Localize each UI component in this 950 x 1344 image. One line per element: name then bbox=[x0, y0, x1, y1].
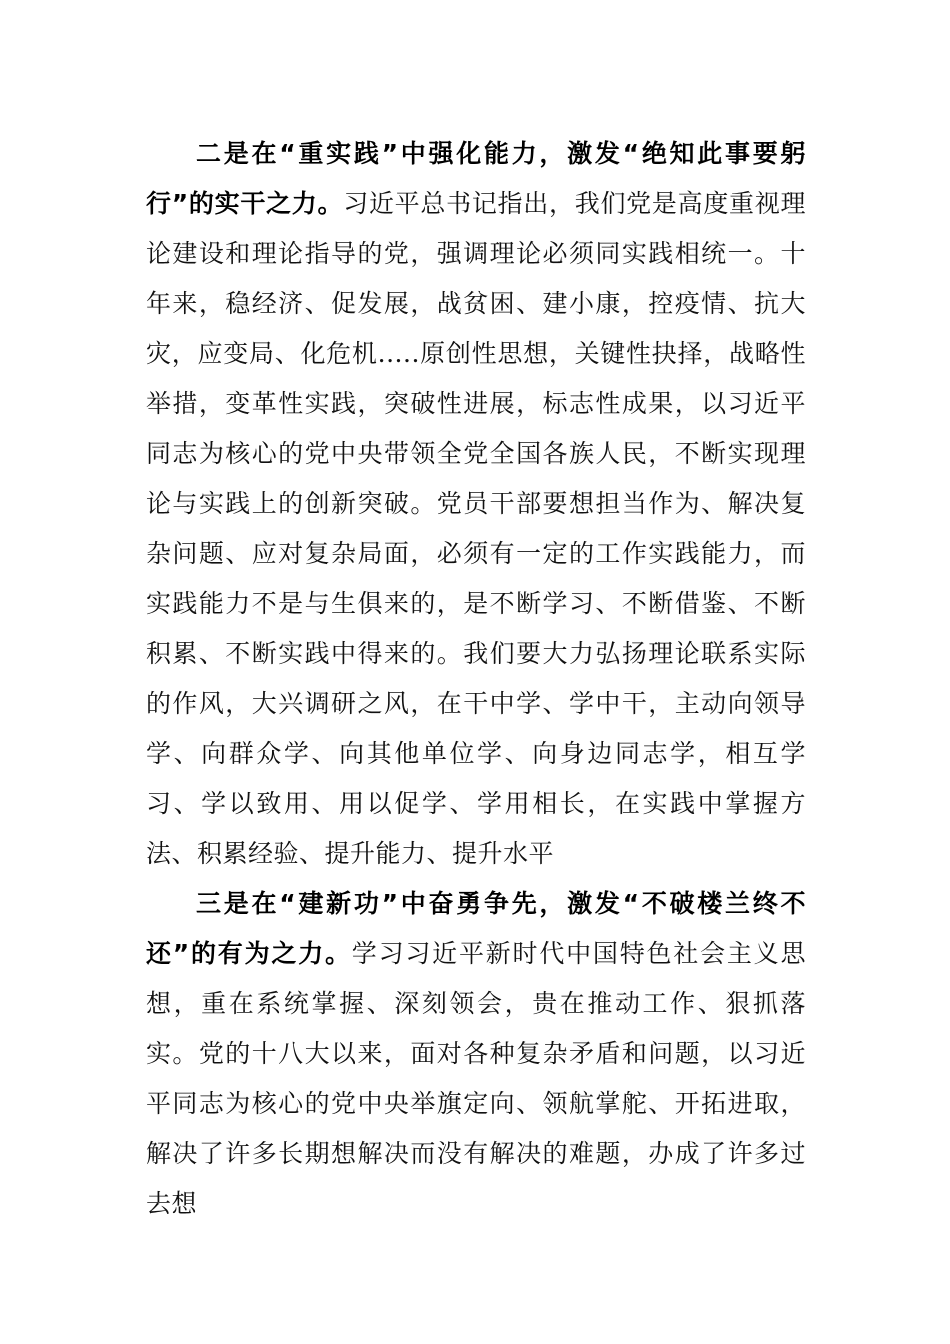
paragraph-practice bbox=[146, 129, 806, 879]
paragraph-body-text: 习近平总书记指出，我们党是高度重视理论建设和理论指导的党，强调理论必须同实践相统一。十年来，稳经济、促发展，战贫困、建小康，控疫情、抗大灾，应变局、化危机.....原创性思想，关键性抉择，战略性举措，变革性实践，突破性进展，标志性成果，以习近平同志为核心的党中央带领全党全国各族人民，不断实现理论与实践上的创新突破。党员干部要想担当作为、解决复杂问题、应对复杂局面，必须有一定的工作实践能力，而实践能力不是与生俱来的，是不断学习、不断借鉴、不断积累、不断实践中得来的。我们要大力弘扬理论联系实际的作风，大兴调研之风，在干中学、学中干，主动向领导学、向群众学、向其他单位学、向身边同志学，相互学习、学以致用、用以促学、学用相长，在实践中掌握方法、积累经验、提升能力、提升水平 bbox=[146, 189, 806, 868]
document-body bbox=[146, 129, 806, 1229]
paragraph-new-merit bbox=[146, 879, 806, 1229]
paragraph-lead-heading: 三是在“建新功”中奋勇争先，激发“不破楼兰终不还”的有为之力。 bbox=[146, 889, 806, 968]
paragraph-lead-heading: 二是在“重实践”中强化能力，激发“绝知此事要躬行”的实干之力。 bbox=[146, 139, 806, 218]
paragraph-body-text: 学习习近平新时代中国特色社会主义思想，重在系统掌握、深刻领会，贵在推动工作、狠抓落实。党的十八大以来，面对各种复杂矛盾和问题，以习近平同志为核心的党中央举旗定向、领航掌舵、开拓进取，解决了许多长期想解决而没有解决的难题，办成了许多过去想 bbox=[146, 939, 806, 1218]
